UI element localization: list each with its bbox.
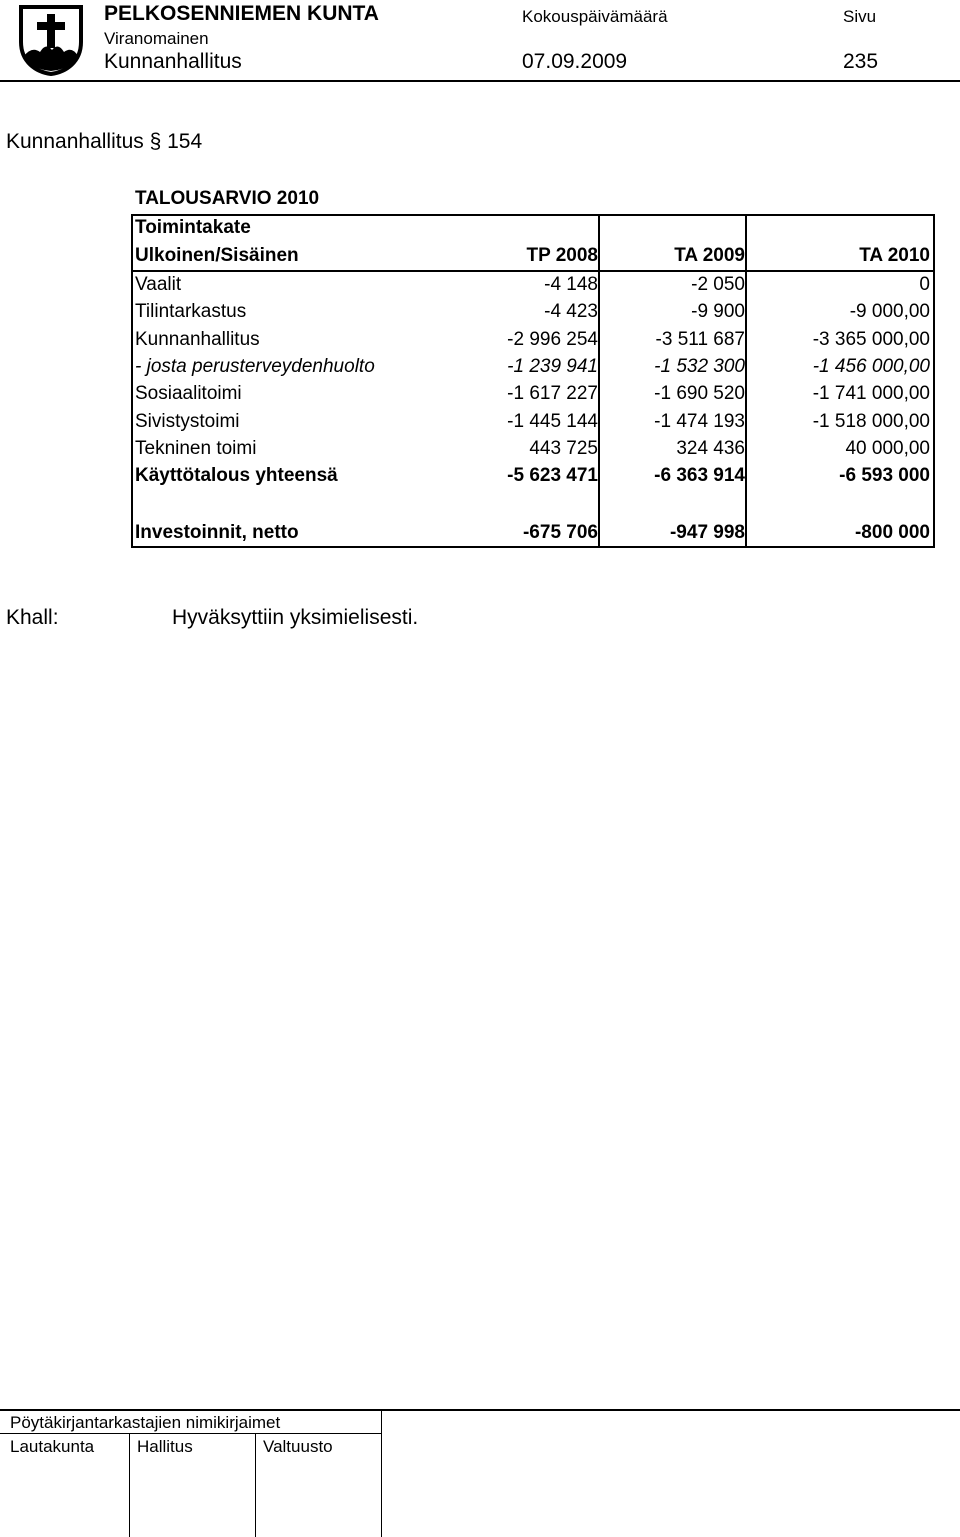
cell-ta2010: 0 (919, 274, 930, 295)
table-total-row (131, 462, 935, 489)
cell-tp2008: -4 423 (544, 301, 598, 322)
authority-value: Kunnanhallitus (104, 50, 242, 73)
table-investment-row (131, 519, 935, 546)
cell-ta2009: -6 363 914 (654, 465, 745, 486)
cell-ta2009: -2 050 (691, 274, 745, 295)
row-label: Tekninen toimi (135, 438, 257, 459)
cell-ta2009: -3 511 687 (655, 329, 745, 350)
row-label: Sivistystoimi (135, 411, 240, 432)
cell-tp2008: -4 148 (544, 274, 598, 295)
cell-ta2010: -1 518 000,00 (812, 411, 930, 432)
column-header: TP 2008 (526, 245, 598, 266)
footer-column-divider (129, 1433, 130, 1537)
cell-ta2009: 324 436 (676, 438, 745, 459)
footer-column-divider (255, 1433, 256, 1537)
cell-tp2008: -675 706 (522, 522, 598, 543)
page-label: Sivu (843, 7, 877, 26)
cell-ta2010: 40 000,00 (845, 438, 930, 459)
decision-text: Hyväksyttiin yksimielisesti. (172, 606, 419, 629)
cell-tp2008: 443 725 (529, 438, 598, 459)
row-label: Sosiaalitoimi (135, 383, 242, 404)
cell-ta2009: -1 474 193 (654, 411, 745, 432)
meeting-date-label: Kokouspäivämäärä (522, 7, 668, 26)
cell-ta2009: -1 690 520 (654, 383, 745, 404)
budget-table (131, 214, 935, 548)
cell-ta2010: -1 741 000,00 (812, 383, 930, 404)
table-row (131, 353, 935, 380)
column-header: TA 2010 (859, 245, 930, 266)
row-label: - josta perusterveydenhuolto (135, 356, 375, 377)
row-label: Investoinnit, netto (135, 522, 299, 543)
cell-ta2010: -9 000,00 (849, 301, 930, 322)
row-label: Kunnanhallitus (135, 329, 260, 350)
cell-ta2009: -947 998 (669, 522, 745, 543)
decision-label: Khall: (6, 606, 59, 629)
header-divider (0, 80, 960, 82)
column-header: Ulkoinen/Sisäinen (135, 245, 299, 266)
table-row (131, 298, 935, 325)
cell-tp2008: -2 996 254 (507, 329, 598, 350)
cell-tp2008: -1 239 941 (507, 356, 598, 377)
table-row (131, 408, 935, 435)
cell-ta2009: -1 532 300 (654, 356, 745, 377)
municipality-name: PELKOSENNIEMEN KUNTA (104, 2, 379, 25)
signature-footer (0, 1409, 960, 1537)
cell-ta2010: -3 365 000,00 (812, 329, 930, 350)
cell-tp2008: -5 623 471 (507, 465, 598, 486)
column-header: TA 2009 (674, 245, 745, 266)
table-border (131, 546, 935, 548)
signature-board: Lautakunta (10, 1437, 95, 1456)
row-label: Tilintarkastus (135, 301, 247, 322)
table-subtitle: Toimintakate (135, 217, 251, 238)
table-row (131, 435, 935, 462)
cell-tp2008: -1 617 227 (507, 383, 598, 404)
signature-government: Hallitus (137, 1437, 193, 1456)
authority-label: Viranomainen (104, 29, 209, 48)
meeting-date-value: 07.09.2009 (522, 50, 628, 73)
signature-council: Valtuusto (263, 1437, 333, 1456)
page-number: 235 (843, 50, 879, 73)
footer-column-divider (381, 1409, 382, 1537)
row-label: Vaalit (135, 274, 182, 295)
footer-divider (0, 1409, 960, 1411)
budget-title: TALOUSARVIO 2010 (135, 188, 320, 209)
cell-ta2010: -1 456 000,00 (812, 356, 930, 377)
cell-ta2010: -6 593 000 (839, 465, 930, 486)
coat-of-arms-icon (18, 4, 84, 76)
table-row (131, 271, 935, 298)
row-label: Käyttötalous yhteensä (135, 465, 338, 486)
table-row (131, 326, 935, 353)
cell-ta2010: -800 000 (854, 522, 930, 543)
section-title: Kunnanhallitus § 154 (6, 130, 203, 153)
table-subtitle-row (131, 214, 935, 241)
table-header-row (131, 242, 935, 269)
table-row (131, 380, 935, 407)
cell-tp2008: -1 445 144 (507, 411, 598, 432)
cell-ta2009: -9 900 (691, 301, 745, 322)
signatures-label: Pöytäkirjantarkastajien nimikirjaimet (10, 1413, 281, 1432)
